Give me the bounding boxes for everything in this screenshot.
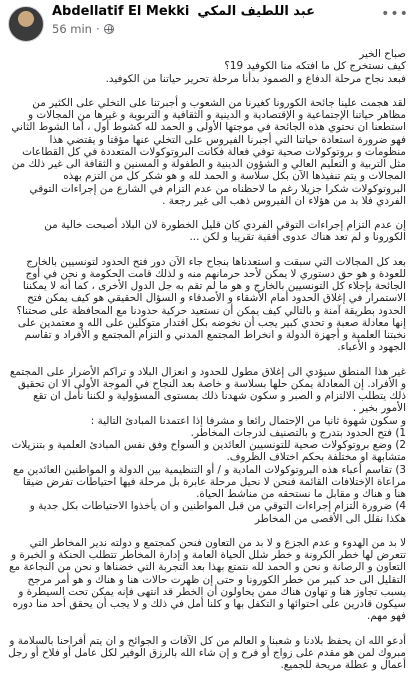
post-paragraph: إن عدم التزام إجراءات التوقي الفردي كان قليل الخطورة لان البلاد أصبحت خالية من الكورونا و لم تعد هناك عدوى أفقية تقريبا و لكن ...	[44, 219, 406, 244]
post-paragraph: غير هذا المنطق سيؤدي الى إغلاق مطول للحدود و انعزال البلاد و تراكم الأضرار على المجتمع و الأفراد. إن المعادلة يمكن حلها بسلاسة و خاصة بعد النجاح في الموجة الأولى الا ان تحقيق ذلك يتطلب الالتزام و الصبر و سكون شهدنا ذلك بمستوى المسؤولية و لكننا نأمل ان تقع الأمور بخير .	[9, 365, 406, 415]
post-header	[8, 4, 409, 48]
post-paragraph: صباح الخير كيف نستخرج كل ما افتكه منا الكوفيد 19؟ فبعد نجاح مرحلة الدفاع و الصمود بدأنا مرحلة تحرير حياتنا من الكوفيد.	[105, 48, 406, 85]
post-timestamp[interactable]: 56 min	[52, 22, 92, 36]
more-options-button[interactable]	[381, 4, 409, 24]
author-name-arabic[interactable]: عبد اللطيف المكي	[197, 4, 315, 19]
globe-icon	[104, 24, 114, 34]
post-body	[8, 48, 406, 671]
author-name-block	[52, 4, 315, 36]
post-paragraph: و سكون شهوة ثانيا من الإحتمال رائعا و مشرفا إذا اعتمدنا المبادئ التالية : 1) فتح الحدود بتدرج و بالتصنيف لدرجات المخاطر. 2) وضع بروتوكولات صحية للتونسيين العائدين و السواح وفق نفس المبادئ العلمية و بتنزيلات متشابهة او مختلفة بحكم اختلاف الظروف. 3) تقاسم أعباء هذه البروتوكولات المادية و / أو التنظيمية بين الدولة و المواطنين العائدين مع مراعاة الإختلافات القائمة فنحن لا نحيل مرحلة عابرة بل مرحلة فيها احتياطات تفرض ضيقا هنا و هناك و مقابل ما نستحقه من مناشط الحياة. 4) ضرورة التزام إجراءات التوقي من قبل المواطنين و ان يأخذوا الاحتياطات بكل جدية و هكذا نقلل الى الأقصى من المخاطر	[11, 414, 406, 525]
meta-separator: ·	[95, 22, 100, 36]
author-name[interactable]	[52, 4, 315, 19]
post-paragraph: أدعو الله ان يحفظ بلادنا و شعبنا و العالم من كل الآفات و الجوائح و ان يتم أفراحنا بالسلامة و مبروك لمن هو مقدم على زواج أو فرح و إن شاء الله بالرزق الوفير لكل عامل أو فلاح أو رجل أعمال و عطلة مريحة للجميع.	[8, 634, 406, 671]
more-horizontal-icon: •••	[381, 6, 409, 22]
post-meta	[52, 22, 315, 36]
author-name-latin[interactable]: Abdellatif El Mekki	[52, 4, 190, 19]
author-avatar[interactable]	[8, 6, 44, 42]
author-block	[8, 4, 315, 42]
post-paragraph: لقد هجمت علينا جائحة الكورونا كغيرنا من الشعوب و أجبرتنا على التخلي على الكثير من مظاهر حياتنا الإجتماعية و الإقتصادية و الدينية و الثقافية و التربوية و غيرها من المجالات و استطعنا ان نحتوي هذه الجائحة في موجتها الأولى و الحمد لله كشوط أول ، أما الشوط الثاني فهو ضرورة استعادة حياتنا التي أجبرنا الفيروس على التخلي عنها مؤقتا و يقتضي هذا منظومات و بروتوكولات صحية توفي فعالة فكانت البروتوكولات المتعددة في كل القطاعات مثل التربية و التعليم العالي و الشؤون الدينية و الطفولة و المسنين و الثقافة الى غير ذلك من المجالات و يتم تنفيذها الآن بكل سلاسة و الحمد لله و هو شكر كل من التزم بهذه البروتوكولات شكرا جزيلا رغم ما لاحظناه من عدم التزام في الشارع من إجراءات التوقي الفردي فلا بد من هؤلاء ان الفيروس ذهب الى غير رجعة .	[11, 96, 406, 207]
post-paragraph: لا بد من الهدوء و عدم الجزع و لا بد من التعاون فنحن كمجتمع و دولته ندير المخاطر التي تتعرض لها خطر الكرونة و خطر شلل الحياة العامة و إدارة المخاطر تتطلب الحنكة و الخبرة و التعاون و الرصانة و نحن و الحمد لله نتمتع بهذا بعد التجربة التي خضناها و نحن من النجاعة مع التقليل الى حد كبير من خطر الكورونا و حتى إن ظهرت حالات هنا و هناك و هو أمر مرجح يسبب تجاوز هنا و تهاون هناك ممن يحاولون أن الخطر قد انتهى فإنه يمكن تحت السيطرة و سيكون قادرين على احتوائها و التكفل بها و كلنا أمل في ذلك و لا يجب أن يحقق أحد منا دوره فهو مهم.	[9, 536, 406, 623]
post-paragraph: بعد كل المجالات التي سبقت و استعدناها بنجاح جاء الآن دور فتح الحدود لتونسيين بالخارج للعودة و هو حق دستوري لا يمكن لأحد حرمانهم منه و لذلك قامت الحكومة و نحن في أوج الجائحة بإجلاء كل التونسيين بالخارج و هو ما لم تقم به جل الدول الأخرى ، كما أنه لا يمكننا الاستمرار في إغلاق الحدود أمام الأشقاء و الأصدقاء و السؤال الحقيقي هو كيف يمكن فتح الحدود بطريقة آمنة و بالتالي كيف يمكن أن نستعيد حركية حدودنا مع المحافظة على صحتنا؟ إنها معادلة صعبة و تحدي كبير يجب أن نخوضه بكل اقتدار متوكلين على الله و معتمدين على نخبتنا العلمية و أجهزة الدولة و انخراط المجتمع المدني و التزام المجتمع و الأفراد و تقاسم الجهود و الأعباء.	[16, 255, 406, 354]
